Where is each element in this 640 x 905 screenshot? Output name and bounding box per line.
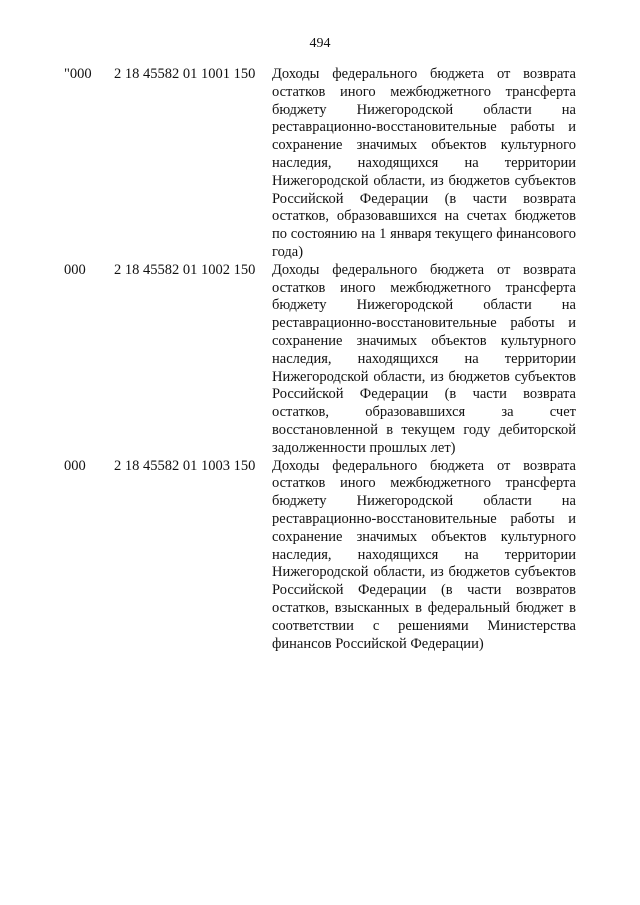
classification-code: 2 18 45582 01 1003 150 (114, 457, 256, 474)
row-prefix: "000 (64, 66, 92, 82)
table-row (64, 66, 576, 262)
budget-code-table (64, 66, 576, 653)
income-description: Доходы федерального бюджета от возврата остатков иного межбюджетного трансферта бюджету Нижегородской области на реставрационно-восстановительные работы и сохранение значимых объектов культурного наследия, находящихся на территории Нижегородской области, из бюджетов субъектов Российской Федерации (в части возврата остатков, образовавшихся за счет восстановленной в текущем году дебиторской задолженности прошлых лет) (272, 261, 576, 456)
table-row (64, 262, 576, 458)
table-row (64, 458, 576, 654)
page-number: 494 (309, 36, 331, 51)
classification-code: 2 18 45582 01 1002 150 (114, 261, 256, 278)
row-prefix: 000 (64, 457, 86, 474)
row-prefix: 000 (64, 261, 86, 278)
income-description: Доходы федерального бюджета от возврата остатков иного межбюджетного трансферта бюджету Нижегородской области на реставрационно-восстановительные работы и сохранение значимых объектов культурного наследия, находящихся на территории Нижегородской области, из бюджетов субъектов Российской Федерации (в части возврата остатков, образовавшихся на счетах бюджетов по состоянию на 1 января текущего финансового года) (272, 66, 576, 260)
classification-code: 2 18 45582 01 1001 150 (114, 66, 256, 82)
income-description: Доходы федерального бюджета от возврата остатков иного межбюджетного трансферта бюджету Нижегородской области на реставрационно-восстановительные работы и сохранение значимых объектов культурного наследия, находящихся на территории Нижегородской области, из бюджетов субъектов Российской Федерации (в части возвратов остатков, взысканных в федеральный бюджет в соответствии с решениями Министерства финансов Российской Федерации) (272, 457, 576, 652)
